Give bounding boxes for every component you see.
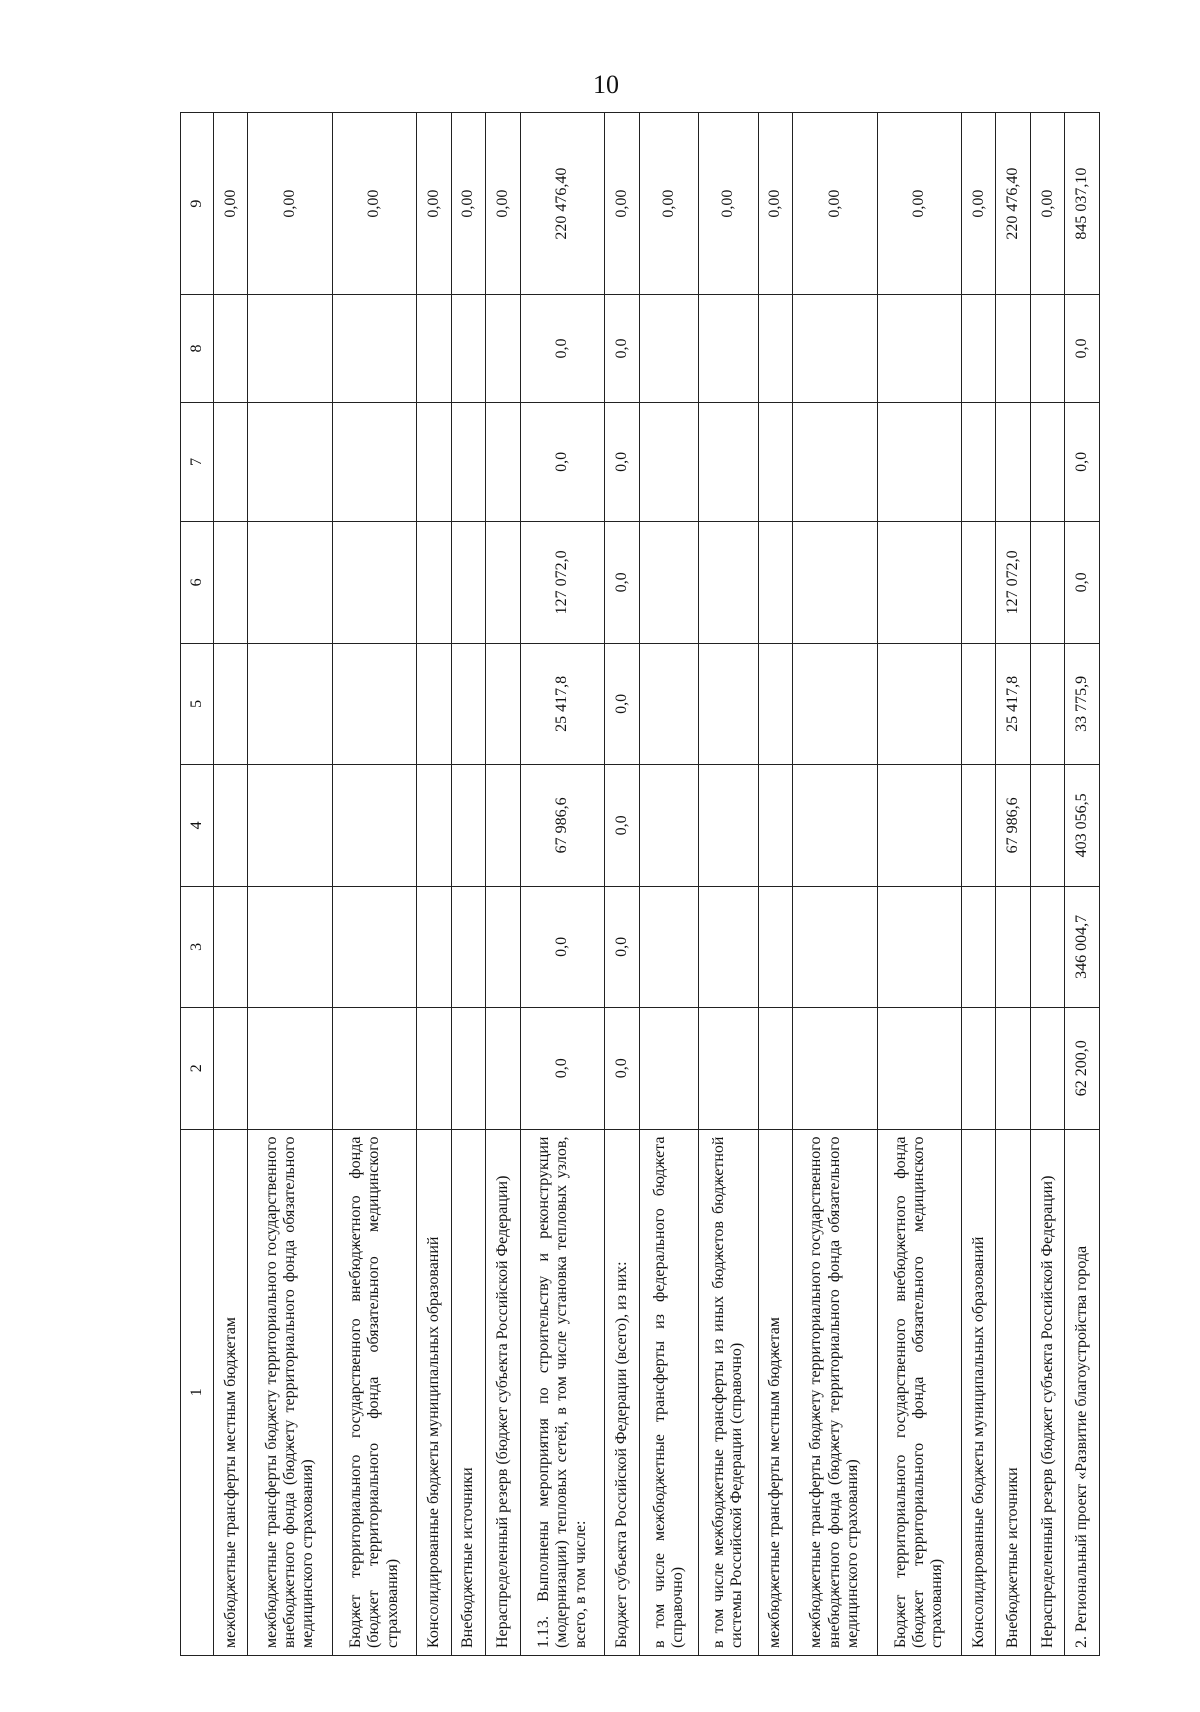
- value-cell: [1030, 522, 1064, 643]
- value-cell: [1030, 295, 1064, 402]
- value-cell: [962, 765, 996, 886]
- value-cell: 62 200,0: [1065, 1008, 1100, 1129]
- value-cell: 220 476,40: [996, 113, 1030, 295]
- value-cell: [248, 402, 332, 521]
- value-cell: [758, 295, 792, 402]
- row-label: Бюджет территориального государственного внебюджетного фонда (бюджет территориального фонда обязательного медицинского страхования): [332, 1129, 416, 1655]
- value-cell: [248, 522, 332, 643]
- value-cell: [962, 295, 996, 402]
- value-cell: [1030, 886, 1064, 1007]
- value-cell: 0,0: [605, 886, 639, 1007]
- value-cell: 0,0: [1065, 522, 1100, 643]
- value-cell: [417, 643, 451, 764]
- value-cell: [996, 402, 1030, 521]
- value-cell: [962, 402, 996, 521]
- value-cell: [639, 643, 698, 764]
- table-row: [758, 113, 792, 1656]
- value-cell: [962, 643, 996, 764]
- table-row: [332, 113, 416, 1656]
- value-cell: [793, 765, 877, 886]
- value-cell: [699, 1008, 758, 1129]
- value-cell: [486, 1008, 520, 1129]
- value-cell: [486, 402, 520, 521]
- value-cell: [996, 295, 1030, 402]
- value-cell: 0,0: [1065, 295, 1100, 402]
- value-cell: [214, 765, 248, 886]
- table-row: [520, 113, 604, 1656]
- header-cell: 6: [181, 522, 214, 643]
- value-cell: 0,0: [605, 295, 639, 402]
- table-row: [793, 113, 877, 1656]
- value-cell: 0,0: [520, 1008, 604, 1129]
- value-cell: [699, 643, 758, 764]
- row-label: Нераспределенный резерв (бюджет субъекта Российской Федерации): [1030, 1129, 1064, 1655]
- table-row: [417, 113, 451, 1656]
- header-cell: 1: [181, 1129, 214, 1655]
- value-cell: [639, 522, 698, 643]
- table-row: [996, 113, 1030, 1656]
- table-row: [699, 113, 758, 1656]
- value-cell: [486, 522, 520, 643]
- table-row: [451, 113, 485, 1656]
- value-cell: [877, 1008, 961, 1129]
- value-cell: 67 986,6: [996, 765, 1030, 886]
- value-cell: [639, 1008, 698, 1129]
- value-cell: [877, 886, 961, 1007]
- value-cell: [248, 1008, 332, 1129]
- row-label: 1.13. Выполнены мероприятия по строительству и реконструкции (модернизации) тепловых сетей, в том числе установка тепловых узлов, всего, в том числе:: [520, 1129, 604, 1655]
- value-cell: [417, 886, 451, 1007]
- value-cell: [758, 886, 792, 1007]
- value-cell: 0,00: [332, 113, 416, 295]
- value-cell: [793, 886, 877, 1007]
- value-cell: [332, 295, 416, 402]
- value-cell: 0,00: [486, 113, 520, 295]
- value-cell: [417, 402, 451, 521]
- value-cell: [332, 1008, 416, 1129]
- value-cell: [699, 402, 758, 521]
- row-label: Бюджет территориального государственного внебюджетного фонда (бюджет территориального фонда обязательного медицинского страхования): [877, 1129, 961, 1655]
- value-cell: [877, 295, 961, 402]
- value-cell: 0,00: [214, 113, 248, 295]
- row-label: межбюджетные трансферты бюджету территориального государственного внебюджетного фонда (бюджету территориального фонда обязательного медицинского страхования): [793, 1129, 877, 1655]
- value-cell: [214, 643, 248, 764]
- value-cell: 0,0: [520, 886, 604, 1007]
- value-cell: [758, 1008, 792, 1129]
- value-cell: 0,0: [605, 1008, 639, 1129]
- value-cell: 0,00: [962, 113, 996, 295]
- value-cell: [417, 295, 451, 402]
- value-cell: [962, 886, 996, 1007]
- value-cell: [248, 765, 332, 886]
- page-number: 10: [593, 70, 619, 99]
- value-cell: [417, 522, 451, 643]
- header-cell: 7: [181, 402, 214, 521]
- value-cell: 0,0: [605, 522, 639, 643]
- value-cell: [1030, 765, 1064, 886]
- row-label: 2. Региональный проект «Развитие благоустройства города: [1065, 1129, 1100, 1655]
- value-cell: [451, 643, 485, 764]
- value-cell: 0,00: [605, 113, 639, 295]
- value-cell: [248, 886, 332, 1007]
- value-cell: [332, 643, 416, 764]
- table-row: [962, 113, 996, 1656]
- value-cell: [877, 643, 961, 764]
- row-label: в том числе межбюджетные трансферты из иных бюджетов бюджетной системы Российской Федерации (справочно): [699, 1129, 758, 1655]
- table-row: [1065, 113, 1100, 1656]
- row-label: межбюджетные трансферты местным бюджетам: [758, 1129, 792, 1655]
- value-cell: [332, 402, 416, 521]
- value-cell: [793, 1008, 877, 1129]
- value-cell: [332, 522, 416, 643]
- table-row: [1030, 113, 1064, 1656]
- value-cell: [1030, 643, 1064, 764]
- value-cell: [214, 886, 248, 1007]
- value-cell: 0,00: [793, 113, 877, 295]
- value-cell: [417, 1008, 451, 1129]
- value-cell: [332, 765, 416, 886]
- value-cell: 127 072,0: [996, 522, 1030, 643]
- value-cell: 0,0: [605, 643, 639, 764]
- value-cell: [758, 643, 792, 764]
- value-cell: [214, 295, 248, 402]
- value-cell: [699, 522, 758, 643]
- value-cell: [486, 886, 520, 1007]
- value-cell: 25 417,8: [520, 643, 604, 764]
- value-cell: 0,00: [417, 113, 451, 295]
- value-cell: [793, 643, 877, 764]
- value-cell: 0,00: [758, 113, 792, 295]
- header-cell: 8: [181, 295, 214, 402]
- value-cell: [639, 402, 698, 521]
- value-cell: [996, 886, 1030, 1007]
- value-cell: 0,0: [520, 295, 604, 402]
- row-label: в том числе межбюджетные трансферты из федерального бюджета (справочно): [639, 1129, 698, 1655]
- table-row: [639, 113, 698, 1656]
- header-cell: 2: [181, 1008, 214, 1129]
- value-cell: [793, 402, 877, 521]
- header-cell: 3: [181, 886, 214, 1007]
- value-cell: 0,00: [699, 113, 758, 295]
- value-cell: [486, 765, 520, 886]
- value-cell: [451, 402, 485, 521]
- table-row: [214, 113, 248, 1656]
- value-cell: [451, 886, 485, 1007]
- table-row: [877, 113, 961, 1656]
- value-cell: [699, 765, 758, 886]
- value-cell: 0,0: [605, 765, 639, 886]
- value-cell: [877, 522, 961, 643]
- value-cell: 220 476,40: [520, 113, 604, 295]
- table-row: [605, 113, 639, 1656]
- value-cell: [451, 765, 485, 886]
- row-label: Внебюджетные источники: [996, 1129, 1030, 1655]
- header-cell: 4: [181, 765, 214, 886]
- value-cell: [699, 295, 758, 402]
- value-cell: 25 417,8: [996, 643, 1030, 764]
- value-cell: [758, 765, 792, 886]
- table-row: [486, 113, 520, 1656]
- value-cell: [699, 886, 758, 1007]
- row-label: Консолидированные бюджеты муниципальных образований: [417, 1129, 451, 1655]
- value-cell: 127 072,0: [520, 522, 604, 643]
- value-cell: [486, 643, 520, 764]
- row-label: межбюджетные трансферты бюджету территориального государственного внебюджетного фонда (бюджету территориального фонда обязательного медицинского страхования): [248, 1129, 332, 1655]
- value-cell: 0,0: [1065, 402, 1100, 521]
- header-row: [181, 113, 214, 1656]
- value-cell: [332, 886, 416, 1007]
- value-cell: 0,0: [520, 402, 604, 521]
- value-cell: [793, 522, 877, 643]
- value-cell: [639, 295, 698, 402]
- value-cell: [214, 402, 248, 521]
- row-label: межбюджетные трансферты местным бюджетам: [214, 1129, 248, 1655]
- value-cell: 403 056,5: [1065, 765, 1100, 886]
- row-label: Бюджет субъекта Российской Федерации (всего), из них:: [605, 1129, 639, 1655]
- rotated-table-container: [180, 112, 1100, 1656]
- header-cell: 5: [181, 643, 214, 764]
- value-cell: [793, 295, 877, 402]
- row-label: Внебюджетные источники: [451, 1129, 485, 1655]
- value-cell: 0,00: [248, 113, 332, 295]
- row-label: Консолидированные бюджеты муниципальных образований: [962, 1129, 996, 1655]
- value-cell: 67 986,6: [520, 765, 604, 886]
- value-cell: [214, 1008, 248, 1129]
- value-cell: [639, 765, 698, 886]
- value-cell: [962, 1008, 996, 1129]
- value-cell: [451, 295, 485, 402]
- value-cell: [451, 522, 485, 643]
- value-cell: 0,00: [1030, 113, 1064, 295]
- value-cell: 33 775,9: [1065, 643, 1100, 764]
- value-cell: [451, 1008, 485, 1129]
- value-cell: [486, 295, 520, 402]
- header-cell: 9: [181, 113, 214, 295]
- value-cell: [417, 765, 451, 886]
- value-cell: [877, 402, 961, 521]
- value-cell: 346 004,7: [1065, 886, 1100, 1007]
- value-cell: [248, 643, 332, 764]
- value-cell: 0,00: [451, 113, 485, 295]
- value-cell: 845 037,10: [1065, 113, 1100, 295]
- value-cell: [1030, 1008, 1064, 1129]
- table-wrapper: [180, 112, 1100, 1656]
- value-cell: 0,00: [877, 113, 961, 295]
- value-cell: [1030, 402, 1064, 521]
- value-cell: 0,0: [605, 402, 639, 521]
- value-cell: [962, 522, 996, 643]
- value-cell: [877, 765, 961, 886]
- value-cell: [248, 295, 332, 402]
- value-cell: [214, 522, 248, 643]
- value-cell: [758, 402, 792, 521]
- budget-table: [180, 112, 1100, 1656]
- table-row: [248, 113, 332, 1656]
- value-cell: 0,00: [639, 113, 698, 295]
- row-label: Нераспределенный резерв (бюджет субъекта Российской Федерации): [486, 1129, 520, 1655]
- value-cell: [758, 522, 792, 643]
- value-cell: [996, 1008, 1030, 1129]
- value-cell: [639, 886, 698, 1007]
